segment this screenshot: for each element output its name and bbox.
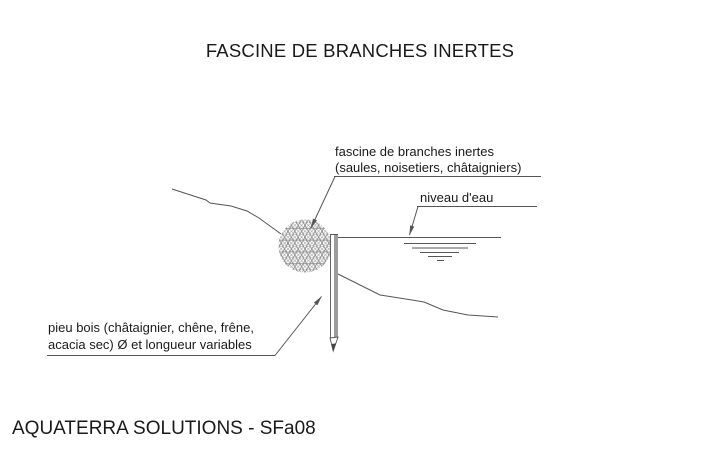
wooden-stake-icon	[330, 234, 338, 351]
fascine-leader-line	[311, 177, 335, 229]
stake-annotation-line2: acacia sec) Ø et longueur variables	[48, 336, 252, 352]
riverbed-line	[334, 272, 498, 317]
stake-annotation	[48, 320, 254, 353]
water-level-annotation: niveau d'eau	[420, 190, 494, 205]
fascine-annotation	[335, 144, 521, 175]
bank-ground-line	[172, 189, 281, 234]
fascine-annotation-line2: (saules, noisetiers, châtaigniers)	[335, 159, 522, 175]
stake-annotation-line1: pieu bois (châtaignier, chêne, frêne,	[48, 320, 254, 335]
company-reference: AQUATERRA SOLUTIONS - SFa08	[12, 418, 316, 439]
water-level-symbol-icon	[404, 244, 476, 261]
page-title: FASCINE DE BRANCHES INERTES	[205, 40, 515, 61]
fascine-cross-section-icon	[279, 220, 332, 273]
water-leader-line	[410, 207, 419, 236]
fascine-annotation-line1: fascine de branches inertes	[335, 144, 494, 159]
stake-leader-line	[275, 297, 322, 356]
